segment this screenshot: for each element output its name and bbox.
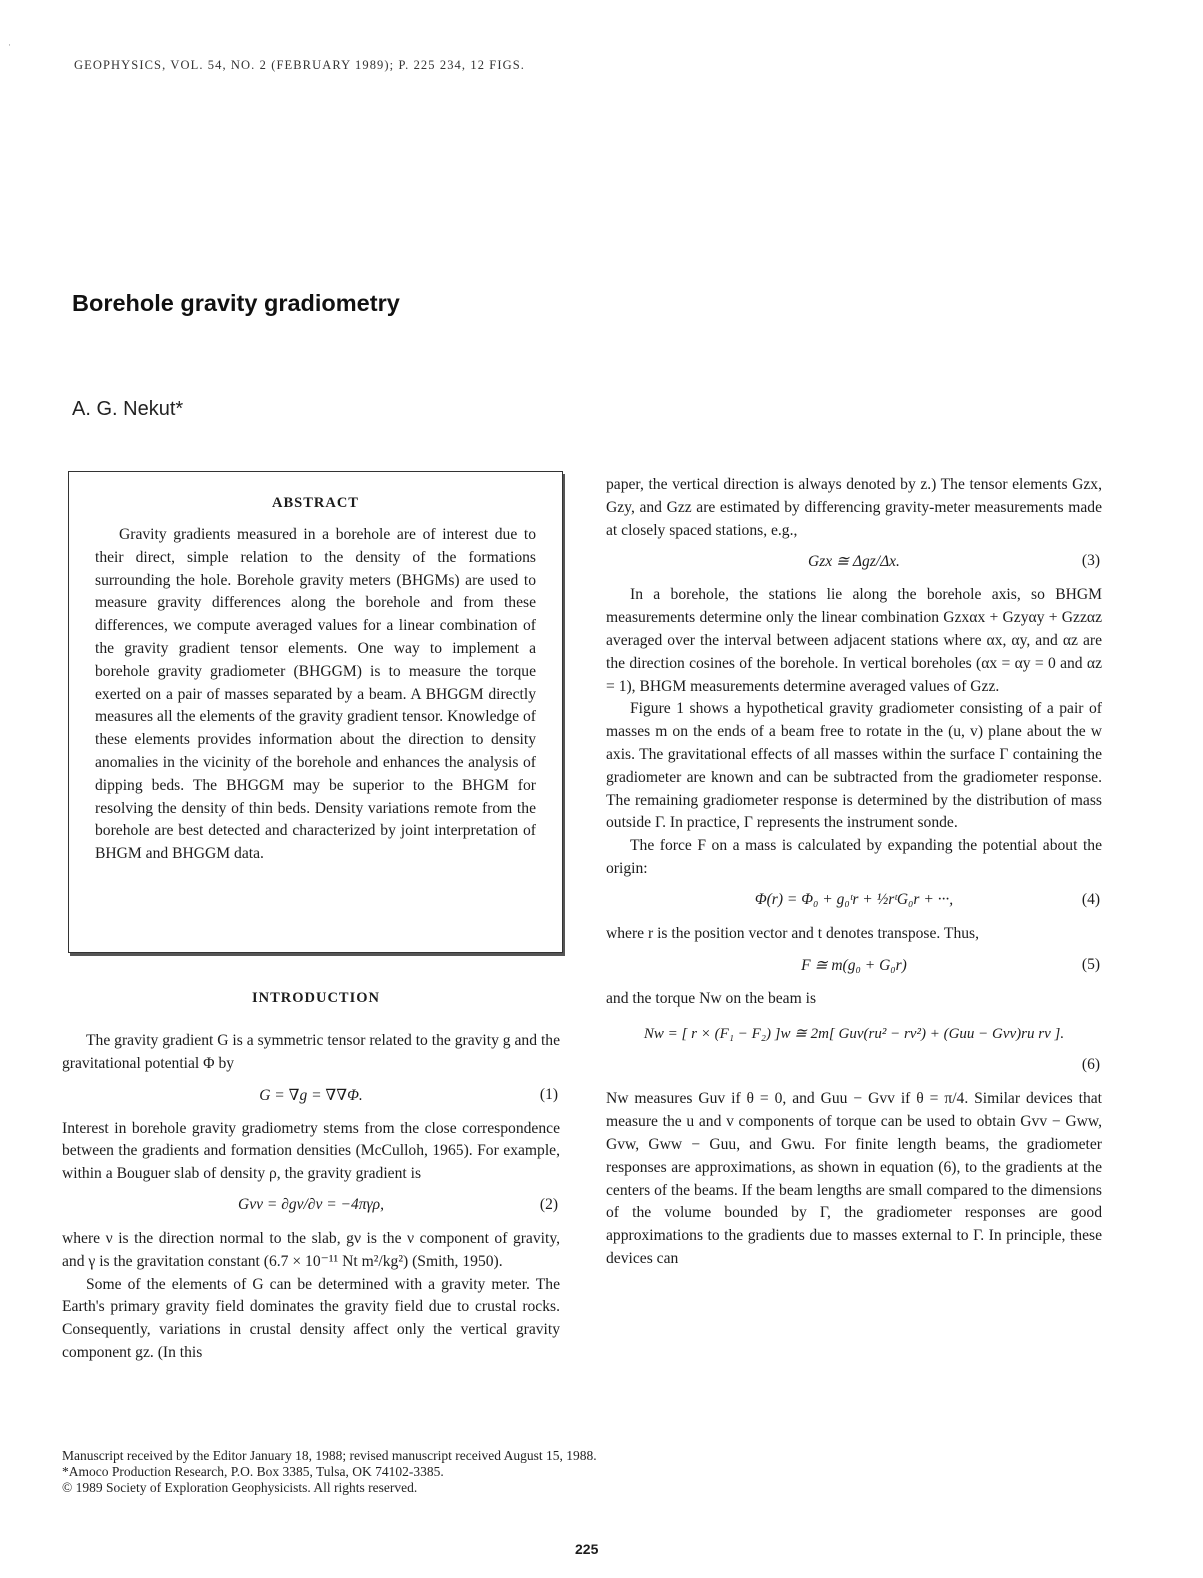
footnote-received: Manuscript received by the Editor January 18, 1988; revised manuscript received August 15, 1988. bbox=[62, 1448, 597, 1463]
right-paragraph-1: paper, the vertical direction is always denoted by z.) The tensor elements Gzx, Gzy, and Gzz are estimated by differencing gravity-meter measurements made at closely spaced stations, e.g., bbox=[606, 476, 1102, 539]
intro-paragraph-2: Interest in borehole gravity gradiometry stems from the close correspondence between the gradients and formation densities (McCulloh, 1965). For example, within a Bouguer slab of density ρ, the gravity gradient is bbox=[62, 1119, 560, 1183]
abstract-text: Gravity gradients measured in a borehole are of interest due to their direct, simple relation to the density of the formations surrounding the hole. Borehole gravity meters (BHGMs) are used to measure gravity differences along the borehole and from these differences, we compute averaged values for a linear combination of the gravity gradient tensor elements. One way to implement a borehole gravity gradiometer (BHGGM) is to measure the torque exerted on a pair of masses separated by a beam. A BHGGM directly measures all the elements of the gravity gradient tensor. Knowledge of these elements provides information about the direction to density anomalies in the vicinity of the borehole and enhances the analysis of dipping beds. The BHGGM may be superior to the BHGM for resolving the density of thin beds. Density variations remote from the borehole are best detected and characterized by joint interpretation of BHGM and BHGGM data. bbox=[95, 526, 536, 863]
paper-title: Borehole gravity gradiometry bbox=[72, 290, 400, 316]
right-paragraph-6: and the torque Nw on the beam is bbox=[606, 989, 817, 1007]
equation-1-expression: G = ∇g = ∇∇Φ. bbox=[259, 1086, 363, 1104]
equation-2-expression: Gνν = ∂gν/∂ν = −4πγρ, bbox=[238, 1195, 384, 1213]
equation-5-number: (5) bbox=[1081, 955, 1100, 973]
right-paragraph-4: The force F on a mass is calculated by expanding the potential about the origin: bbox=[606, 837, 1102, 877]
equation-2 bbox=[62, 1196, 560, 1220]
equation-5-expression: F ≅ m(g₀ + G₀r) bbox=[801, 956, 907, 974]
footnotes bbox=[62, 1448, 597, 1496]
author-line: A. G. Nekut* bbox=[72, 398, 184, 420]
equation-6-number: (6) bbox=[1081, 1056, 1100, 1074]
intro-paragraph-1: The gravity gradient G is a symmetric tensor related to the gravity g and the gravitational potential Φ by bbox=[62, 1032, 560, 1072]
abstract-heading: ABSTRACT bbox=[272, 495, 359, 511]
equation-6 bbox=[606, 1020, 1102, 1080]
right-paragraph-3: Figure 1 shows a hypothetical gravity gradiometer consisting of a pair of masses m on the ends of a beam free to rotate in the (u, v) plane about the w axis. The gravitational effects of all masses within the surface Γ containing the gradiometer are known and can be subtracted from the gradiometer response. The remaining gradiometer response is determined by the distribution of mass outside Γ. In practice, Γ represents the instrument sonde. bbox=[606, 700, 1102, 832]
footnote-copyright: © 1989 Society of Exploration Geophysicists. All rights reserved. bbox=[62, 1480, 418, 1495]
right-paragraph-2: In a borehole, the stations lie along the borehole axis, so BHGM measurements determine only the linear combination Gzxαx + Gzyαy + Gzzαz averaged over the interval between adjacent stations where αx, αy, and αz are the direction cosines of the borehole. In vertical boreholes (αx = αy = 0 and αz = 1), BHGM measurements determine averaged values of Gzz. bbox=[606, 586, 1102, 695]
corner-mark: · bbox=[8, 40, 11, 50]
footnote-affiliation: *Amoco Production Research, P.O. Box 3385, Tulsa, OK 74102-3385. bbox=[62, 1464, 444, 1479]
introduction-heading: INTRODUCTION bbox=[251, 990, 380, 1006]
page-number: 225 bbox=[575, 1541, 599, 1557]
right-paragraph-7: Nw measures Guv if θ = 0, and Guu − Gvv if θ = π/4. Similar devices that measure the u and v components of torque can be used to obtain Gvv − Gww, Gvw, Gww − Guu, and Gwu. For finite length beams, the gradiometer responses are approximations, as shown in equation (6), to the gradients at the centers of the beams. If the beam lengths are small compared to the dimensions of the volume bounded by Γ, the gradiometer responses are good approximations to the gradients due to masses external to Γ. In principle, these devices can bbox=[606, 1090, 1102, 1267]
equation-4 bbox=[606, 891, 1102, 915]
equation-5 bbox=[606, 956, 1102, 980]
right-paragraph-5: where r is the position vector and t denotes transpose. Thus, bbox=[606, 924, 980, 942]
equation-6-rhs: ≅ 2m[ Guv(ru² − rv²) + (Guu − Gvv)ru rv ]. bbox=[794, 1026, 1065, 1043]
journal-header: GEOPHYSICS, VOL. 54, NO. 2 (FEBRUARY 1989); P. 225 234, 12 FIGS. bbox=[74, 58, 526, 72]
intro-paragraph-3: where ν is the direction normal to the slab, gν is the ν component of gravity, and γ is the gravitation constant (6.7 × 10⁻¹¹ Nt m²/kg²) (Smith, 1950). bbox=[62, 1229, 560, 1270]
right-column bbox=[606, 474, 1102, 1271]
equation-4-number: (4) bbox=[1081, 890, 1100, 908]
equation-3-number: (3) bbox=[1081, 552, 1100, 570]
equation-1 bbox=[62, 1086, 560, 1110]
equation-6-expression bbox=[606, 1024, 1102, 1043]
equation-3-expression: Gzx ≅ Δgz/Δx. bbox=[808, 553, 900, 571]
equation-4-expression: Φ(r) = Φ₀ + g₀ᵗr + ½rᵗG₀r + ···, bbox=[754, 890, 954, 908]
equation-3 bbox=[606, 552, 1102, 576]
equation-6-lhs: Nw = [ r × (F₁ − F₂) ]w bbox=[643, 1026, 791, 1043]
left-column bbox=[62, 1030, 560, 1365]
equation-1-number: (1) bbox=[539, 1085, 558, 1103]
intro-paragraph-4: Some of the elements of G can be determined with a gravity meter. The Earth's primary gravity field dominates the gravity field due to crustal rocks. Consequently, variations in crustal density affect only the vertical gravity component gz. (In this bbox=[62, 1275, 560, 1361]
abstract-box bbox=[68, 471, 563, 953]
equation-2-number: (2) bbox=[539, 1195, 558, 1213]
